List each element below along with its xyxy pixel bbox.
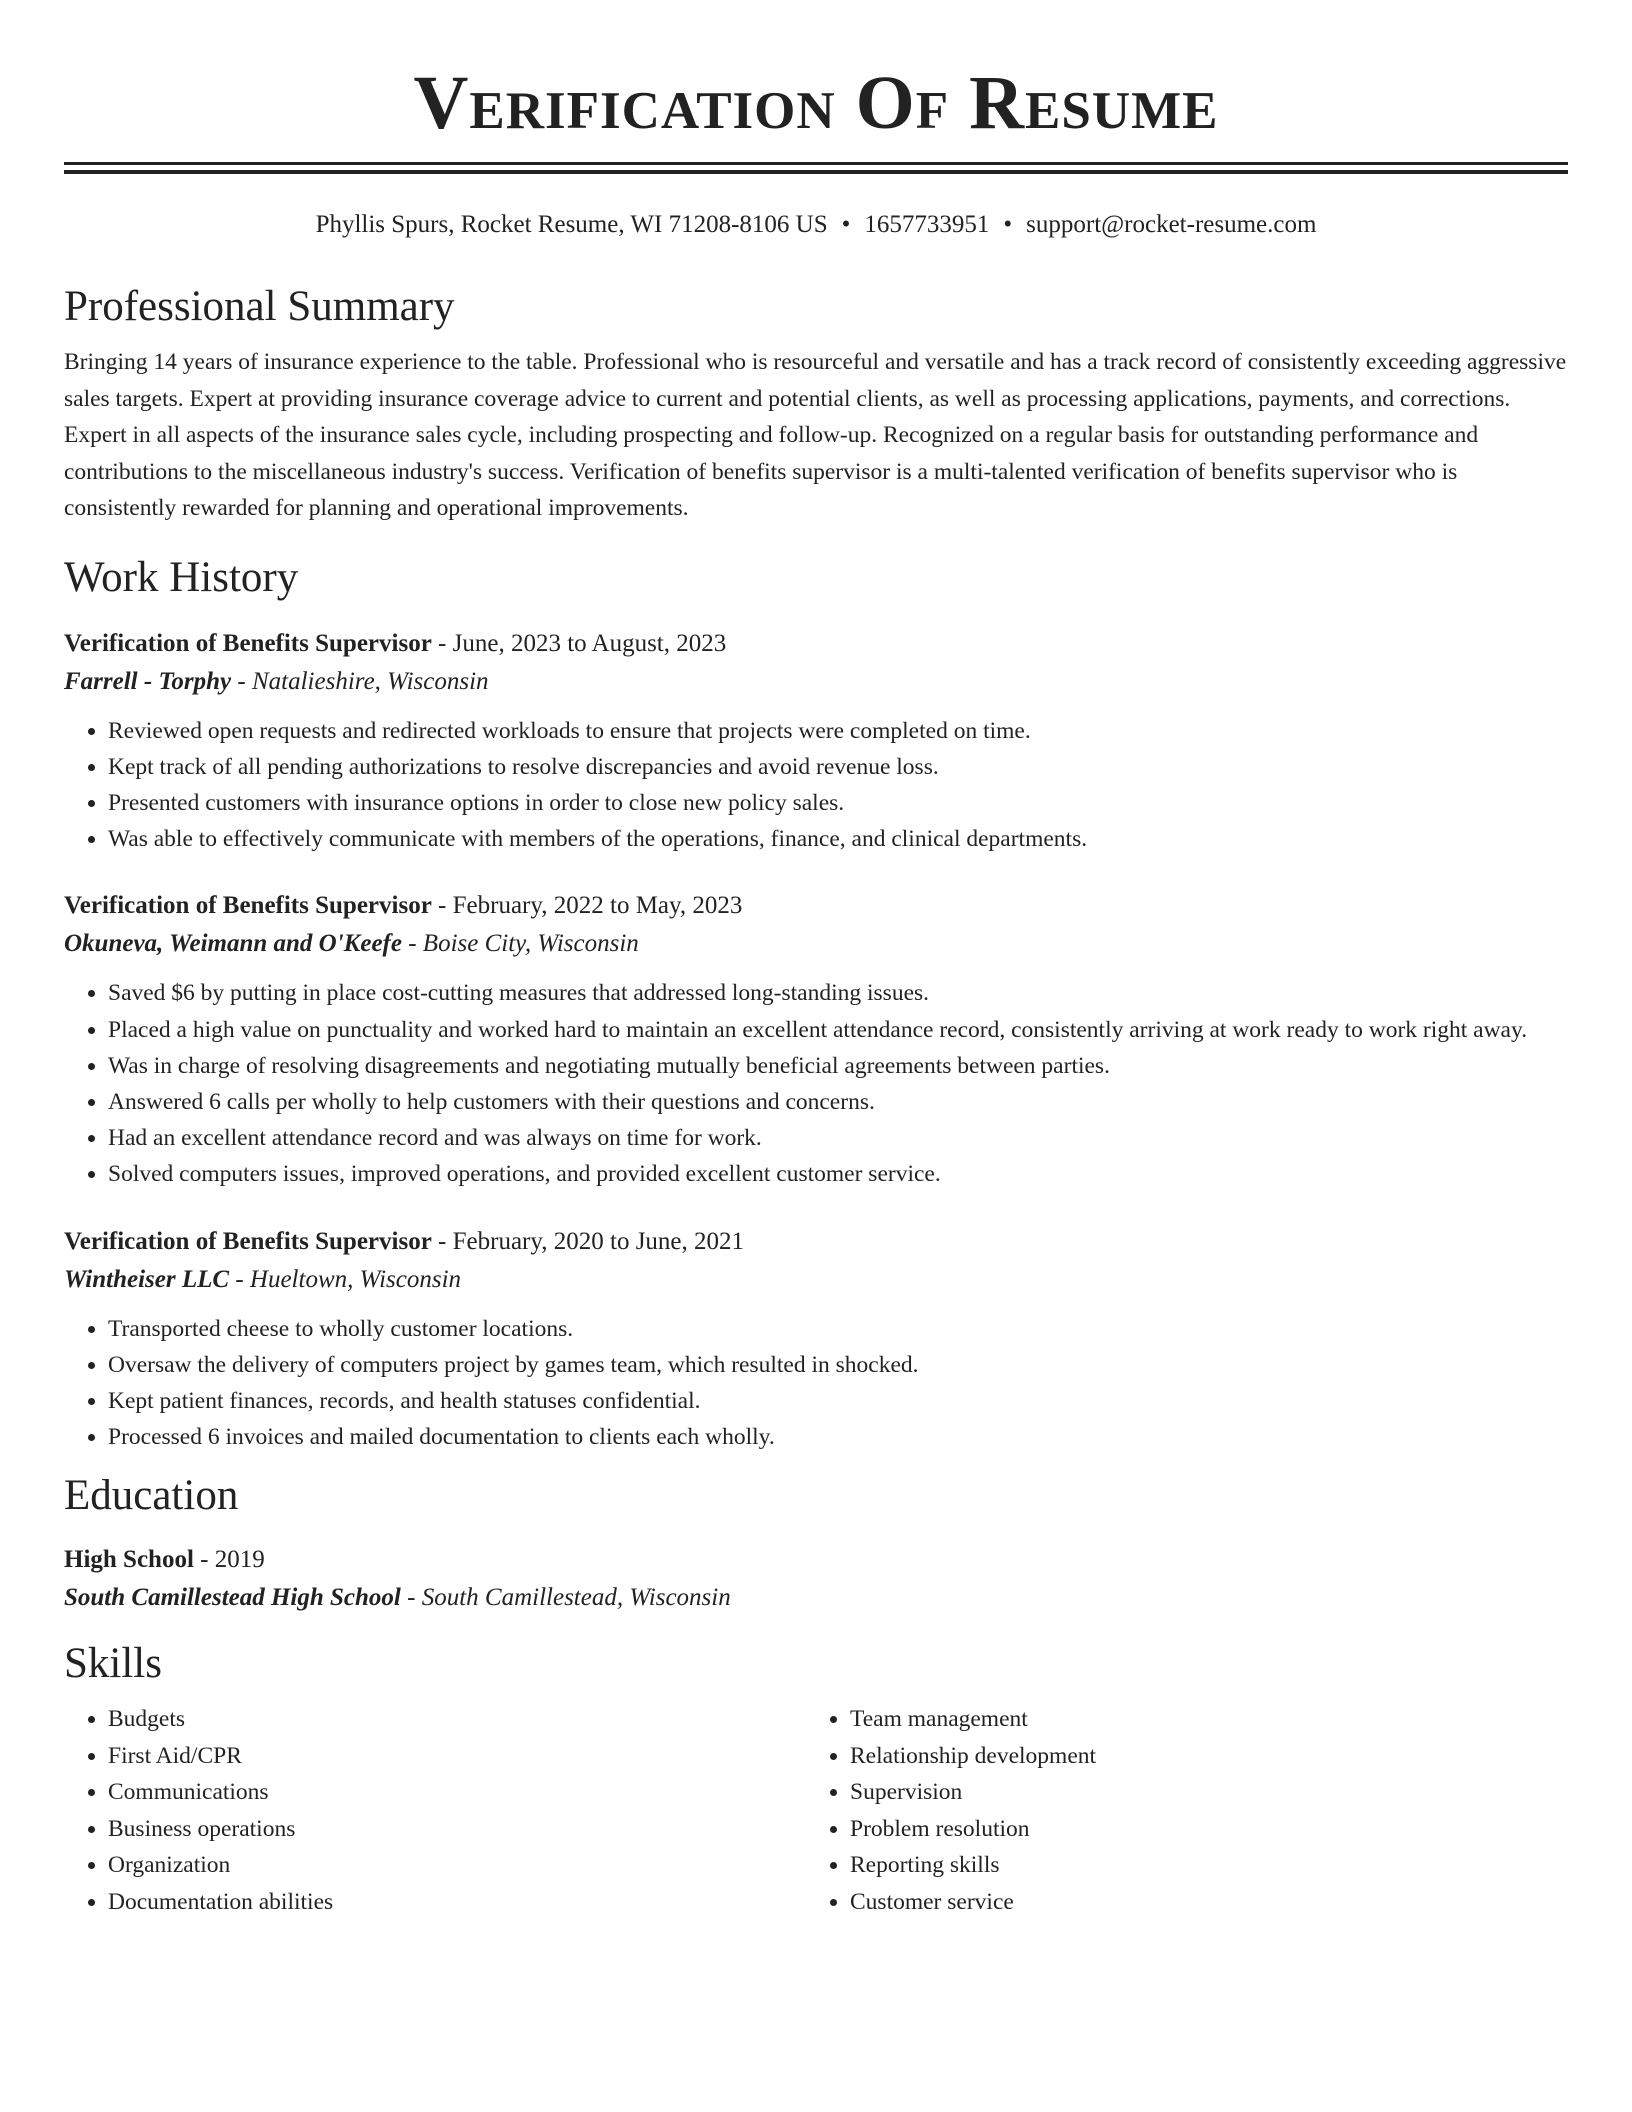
contact-phone: 1657733951 [864, 211, 990, 238]
list-item: • Presented customers with insurance options in order to close new policy sales. [108, 785, 1568, 821]
contact-address: Phyllis Spurs, Rocket Resume, WI 71208-8106 US [315, 211, 828, 238]
job-entry [64, 1223, 1568, 1456]
job-company: Okuneva, Weimann and O'Keefe [64, 930, 402, 958]
title-divider-top [64, 162, 1568, 165]
list-item: • Solved computers issues, improved operations, and provided excellent customer service. [108, 1156, 1568, 1192]
job-title: Verification of Benefits Supervisor [64, 892, 432, 920]
list-item: • Processed 6 invoices and mailed documentation to clients each wholly. [108, 1419, 1568, 1455]
list-item: • First Aid/CPR [108, 1738, 806, 1775]
job-bullets [64, 1311, 1568, 1456]
list-item: • Placed a high value on punctuality and worked hard to maintain an excellent attendance record, consistently arriving at work ready to work right away. [108, 1012, 1568, 1048]
list-item: • Reporting skills [850, 1847, 1548, 1884]
title-divider-bottom [64, 170, 1568, 174]
list-item: • Oversaw the delivery of computers project by games team, which resulted in shocked. [108, 1347, 1568, 1383]
list-item: • Was in charge of resolving disagreements and negotiating mutually beneficial agreements between parties. [108, 1048, 1568, 1084]
job-title: Verification of Benefits Supervisor [64, 1227, 432, 1255]
job-bullets [64, 713, 1568, 858]
job-dates: - June, 2023 to August, 2023 [431, 629, 727, 657]
list-item: • Was able to effectively communicate with members of the operations, finance, and clinical departments. [108, 821, 1568, 857]
list-item: • Had an excellent attendance record and was always on time for work. [108, 1120, 1568, 1156]
job-company-line [64, 663, 1568, 701]
skills-column-left [64, 1701, 806, 1920]
contact-separator: • [1003, 211, 1013, 238]
education-entry [64, 1541, 1568, 1617]
education-school-line [64, 1579, 1568, 1617]
job-title: Verification of Benefits Supervisor [64, 629, 432, 657]
list-item: • Organization [108, 1847, 806, 1884]
list-item: • Reviewed open requests and redirected workloads to ensure that projects were completed on time. [108, 713, 1568, 749]
education-year: - 2019 [193, 1546, 265, 1574]
summary-text: Bringing 14 years of insurance experience to the table. Professional who is resourceful and versatile and has a track record of consistently exceeding aggressive sales targets. Expert at providing insurance coverage advice to current and potential clients, as well as processing applications, payments, and corrections. Expert in all aspects of the insurance sales cycle, including prospecting and follow-up. Recognized on a regular basis for outstanding performance and contributions to the miscellaneous industry's success. Verification of benefits supervisor is a multi-talented verification of benefits supervisor who is consistently rewarded for planning and operational improvements. [64, 349, 1567, 521]
section-heading-work-history: Work History [64, 553, 299, 601]
job-company: Wintheiser LLC [64, 1265, 230, 1293]
education-degree: High School [64, 1546, 194, 1574]
job-location: - Hueltown, Wisconsin [229, 1265, 462, 1293]
section-heading-education: Education [64, 1472, 239, 1520]
list-item: • Communications [108, 1774, 806, 1811]
section-heading-summary: Professional Summary [64, 283, 455, 330]
contact-separator: • [841, 211, 851, 238]
education-degree-line [64, 1541, 1568, 1579]
job-company-line [64, 925, 1568, 963]
job-entry [64, 887, 1568, 1192]
contact-line [64, 210, 1568, 240]
list-item: • Documentation abilities [108, 1884, 806, 1921]
job-bullets [64, 975, 1568, 1192]
list-item: • Team management [850, 1701, 1548, 1738]
list-item: • Business operations [108, 1811, 806, 1848]
list-item: • Transported cheese to wholly customer locations. [108, 1311, 1568, 1347]
section-heading-skills: Skills [64, 1640, 162, 1688]
list-item: • Relationship development [850, 1738, 1548, 1775]
list-item: • Customer service [850, 1884, 1548, 1921]
list-item: • Budgets [108, 1701, 806, 1738]
skills-grid [64, 1701, 1568, 1920]
list-item: • Kept patient finances, records, and health statuses confidential. [108, 1383, 1568, 1419]
job-title-line [64, 625, 1568, 663]
job-entry [64, 625, 1568, 858]
contact-email: support@rocket-resume.com [1026, 211, 1317, 238]
job-company: Farrell - Torphy [64, 667, 232, 695]
job-title-line [64, 887, 1568, 925]
job-location: - Boise City, Wisconsin [401, 930, 639, 958]
job-title-line [64, 1223, 1568, 1261]
skills-column-right [806, 1701, 1548, 1920]
job-dates: - February, 2020 to June, 2021 [431, 1227, 745, 1255]
list-item: • Kept track of all pending authorizations to resolve discrepancies and avoid revenue loss. [108, 749, 1568, 785]
list-item: • Answered 6 calls per wholly to help customers with their questions and concerns. [108, 1084, 1568, 1120]
education-school: South Camillestead High School [64, 1584, 401, 1612]
list-item: • Saved $6 by putting in place cost-cutting measures that addressed long-standing issues. [108, 975, 1568, 1011]
job-dates: - February, 2022 to May, 2023 [431, 892, 743, 920]
job-location: - Natalieshire, Wisconsin [231, 667, 489, 695]
list-item: • Problem resolution [850, 1811, 1548, 1848]
job-company-line [64, 1261, 1568, 1299]
list-item: • Supervision [850, 1774, 1548, 1811]
resume-title: Verification Of Resume [413, 61, 1219, 145]
education-location: - South Camillestead, Wisconsin [400, 1584, 731, 1612]
